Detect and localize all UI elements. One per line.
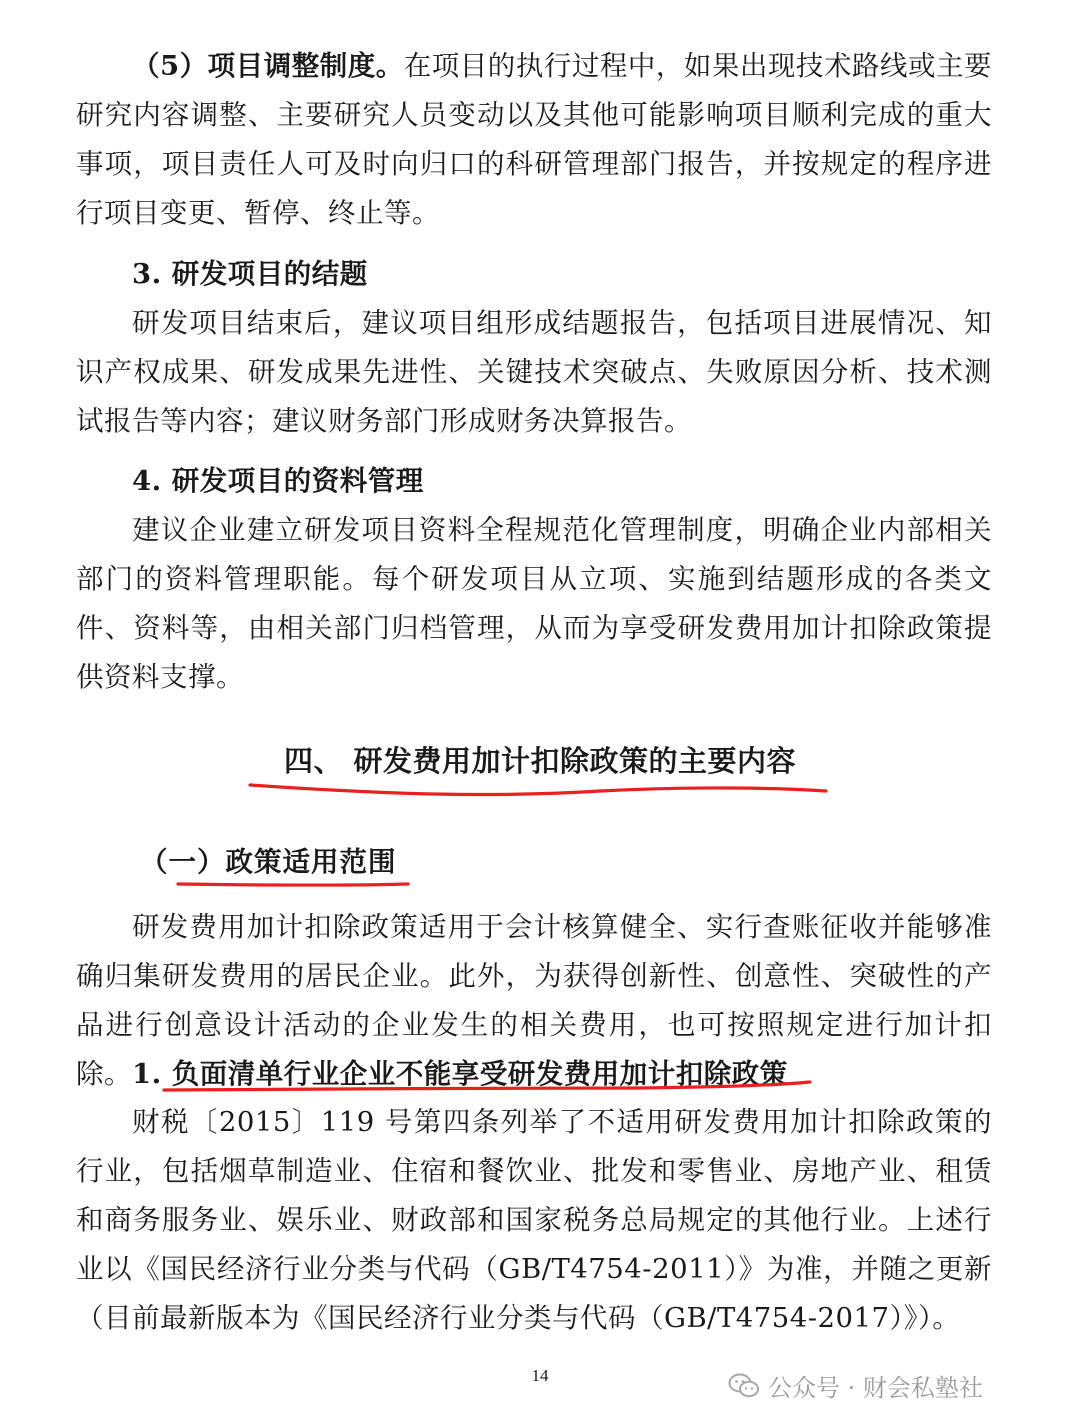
heading-negative-list: 1. 负面清单行业企业不能享受研发费用加计扣除政策 xyxy=(132,1058,788,1090)
paragraph-policy-scope: 研发费用加计扣除政策适用于会计核算健全、实行查账征收并能够准确归集研发费用的居民企业。此外，为获得创新性、创意性、突破性的产品进行创意设计活动的企业发生的相关费用，也可按照规定进行加计扣除。 xyxy=(76,911,992,1090)
paragraph-negative-list: 财税〔2015〕119 号第四条列举了不适用研发费用加计扣除政策的行业，包括烟草制造业、住宿和餐饮业、批发和零售业、房地产业、租赁和商务服务业、娱乐业、财政部和国家税务总局规定的其他行业。上述行业以《国民经济行业分类与代码（GB/T4754-2011）》为准，并随之更新（目前最新版本为《国民经济行业分类与代码（GB/T4754-2017）》）。 xyxy=(76,1106,992,1334)
subsection-title-underline xyxy=(178,884,408,885)
page-number: 14 xyxy=(531,1366,549,1385)
heading-data-management: 4. 研发项目的资料管理 xyxy=(132,465,424,497)
section-title-underline xyxy=(250,785,826,795)
wechat-icon xyxy=(728,1372,760,1400)
subsection-title: （一）政策适用范围 xyxy=(140,846,397,878)
heading-project-closure: 3. 研发项目的结题 xyxy=(132,258,368,290)
watermark-text: 公众号 · 财会私塾社 xyxy=(768,1374,983,1402)
paragraph-body: 在项目的执行过程中，如果出现技术路线或主要研究内容调整、主要研究人员变动以及其他可能影响项目顺利完成的重大事项，项目责任人可及时向归口的科研管理部门报告，并按规定的程序进行项目变更、暂停、终止等。 xyxy=(76,50,993,229)
paragraph-lead-bold: （5）项目调整制度。 xyxy=(132,50,404,82)
paragraph-project-closure: 研发项目结束后，建议项目组形成结题报告，包括项目进展情况、知识产权成果、研发成果先进性、关键技术突破点、失败原因分析、技术测试报告等内容；建议财务部门形成财务决算报告。 xyxy=(76,307,992,437)
section-title: 四、 研发费用加计扣除政策的主要内容 xyxy=(283,744,797,778)
watermark xyxy=(728,1368,983,1403)
paragraph-data-management: 建议企业建立研发项目资料全程规范化管理制度，明确企业内部相关部门的资料管理职能。每个研发项目从立项、实施到结题形成的各类文件、资料等，由相关部门归档管理，从而为享受研发费用加计扣除政策提供资料支撑。 xyxy=(76,514,992,693)
paragraph-project-adjustment xyxy=(76,42,992,238)
